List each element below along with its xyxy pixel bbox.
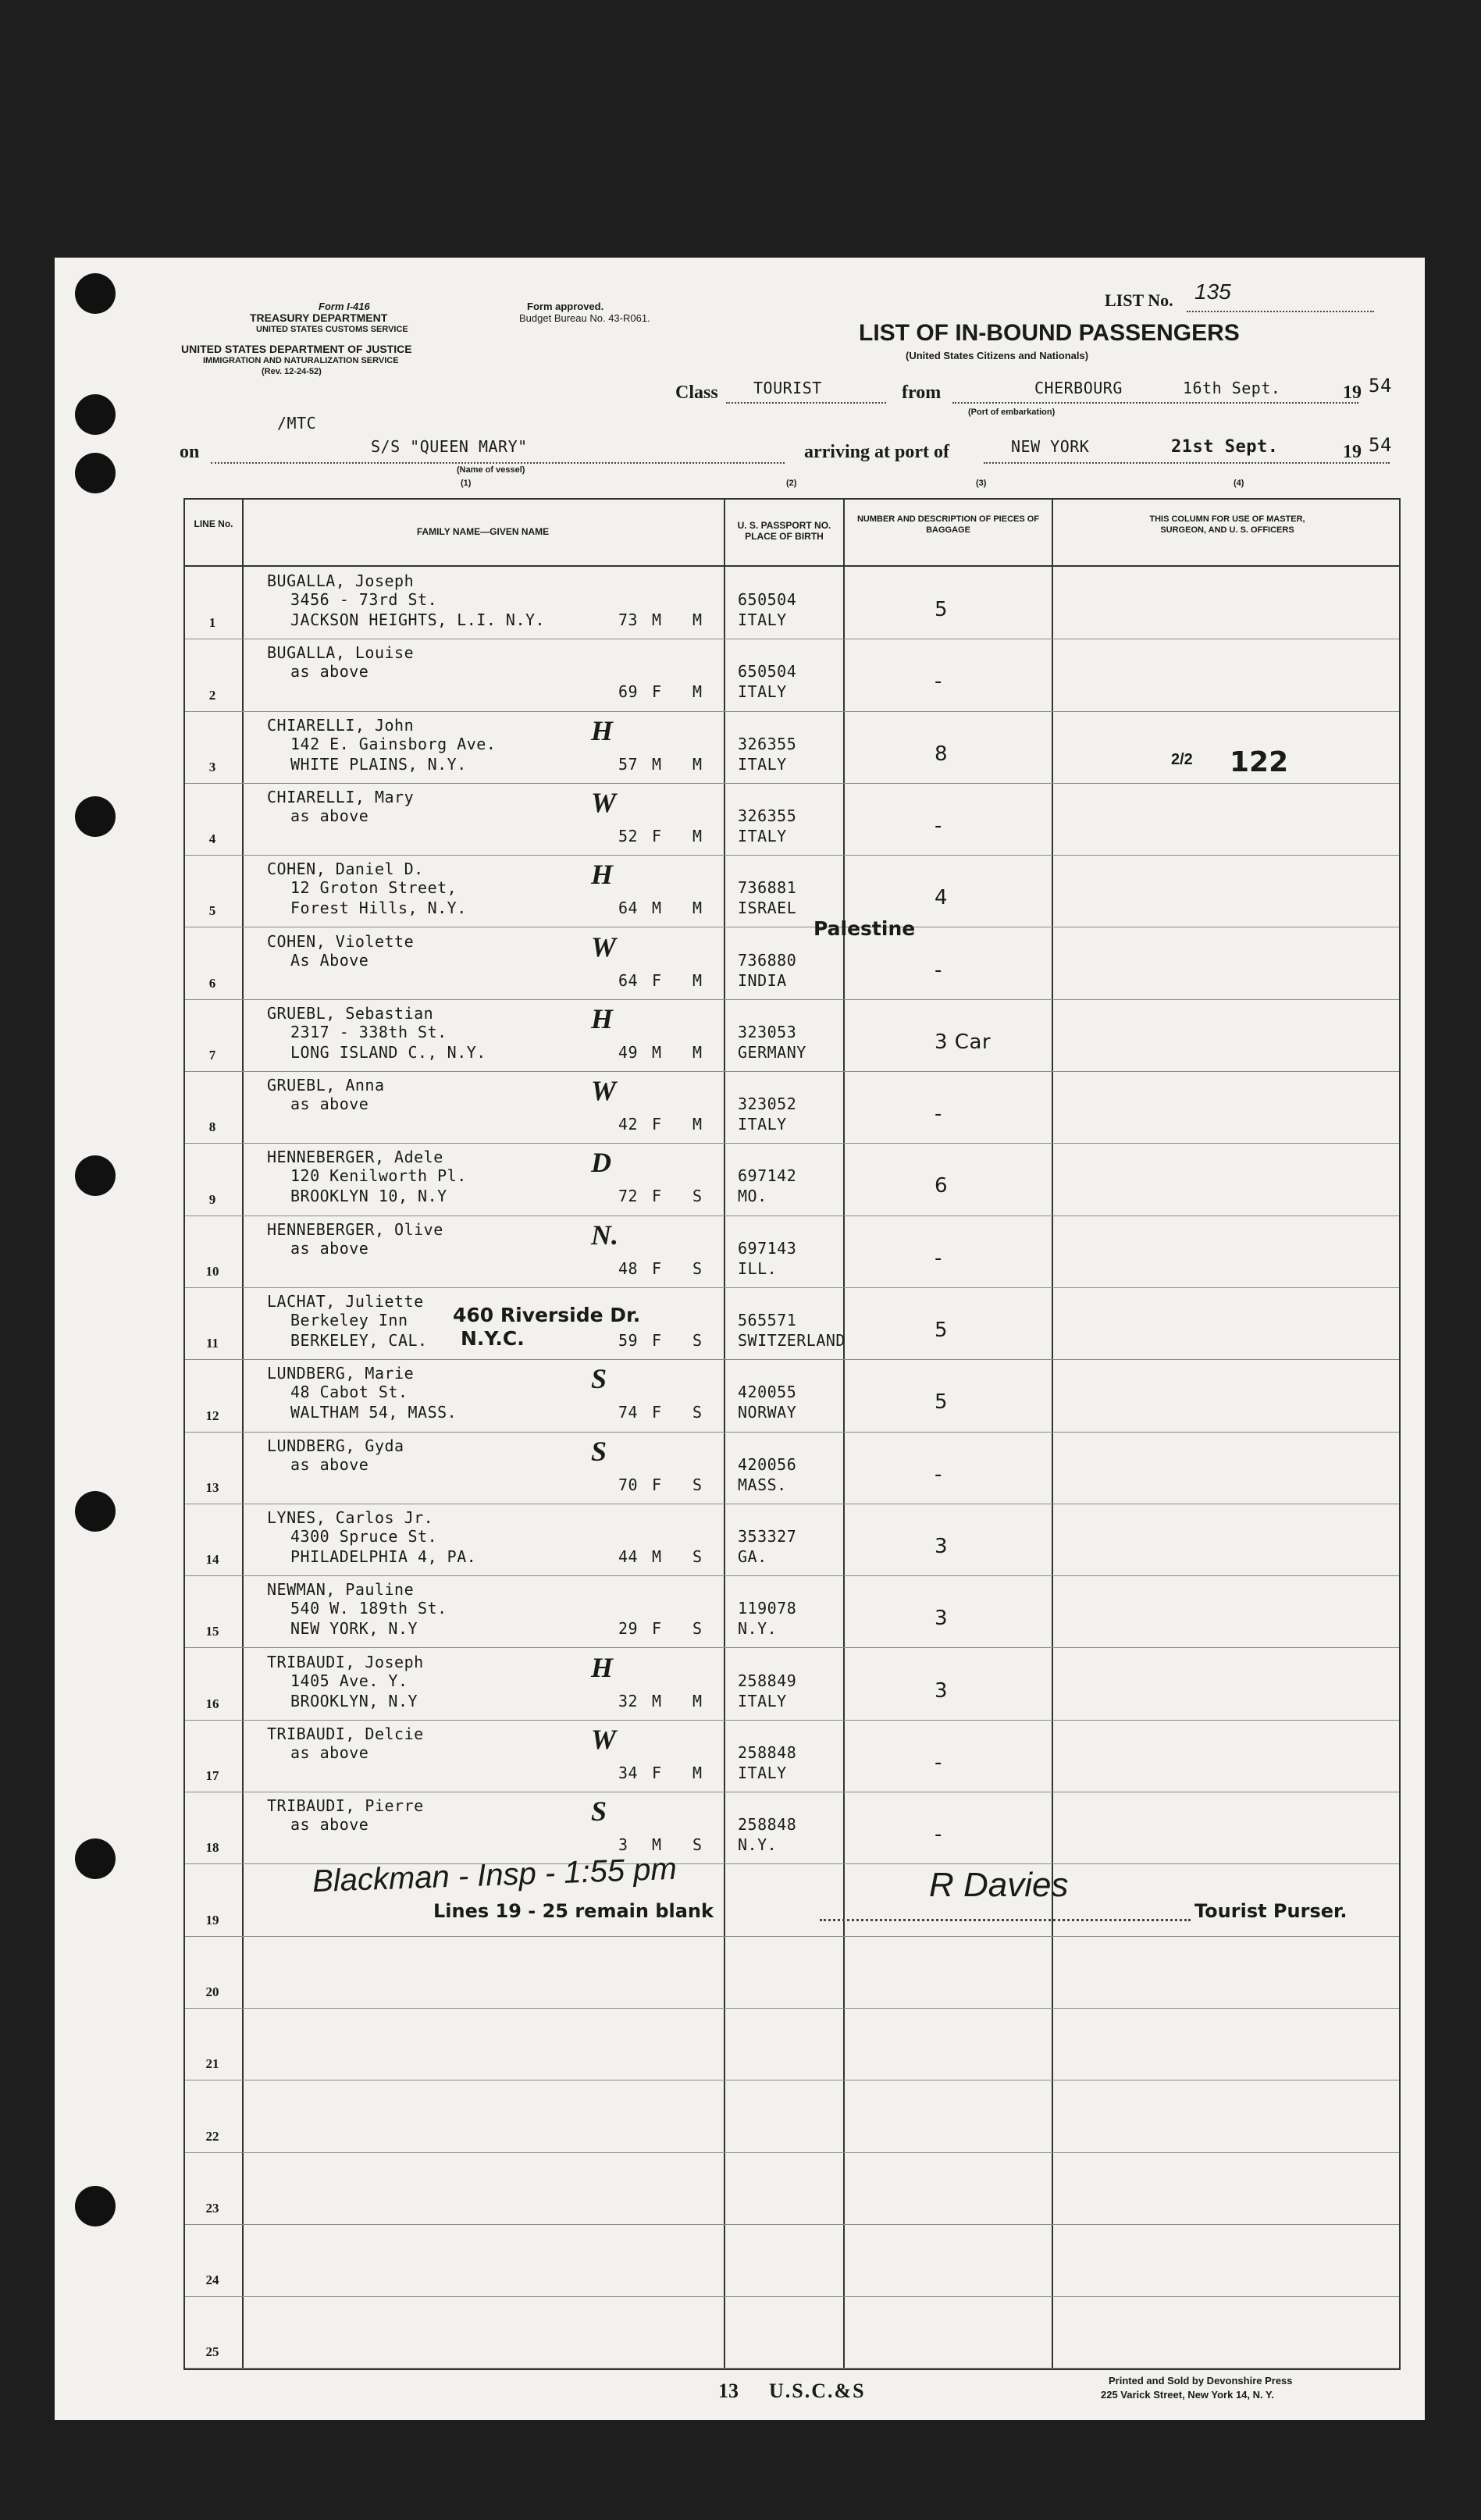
checker-mark: H [591,1002,614,1034]
passenger-address-1: as above [290,1454,369,1474]
baggage-count: 3 [935,1534,949,1558]
vessel-name: S/S "QUEEN MARY" [371,437,528,456]
passenger-marital: S [692,1619,703,1639]
list-no-value: 135 [1194,279,1231,304]
riverside-note: 460 Riverside Dr. [453,1304,641,1326]
passenger-name: LUNDBERG, Marie [267,1364,415,1383]
passenger-table [183,498,1401,2370]
passenger-sex: F [652,1331,662,1350]
col-header-name: FAMILY NAME—GIVEN NAME [416,526,550,537]
table-row [185,2224,1399,2297]
place-of-birth: GERMANY [738,1042,806,1062]
passenger-address-2: WHITE PLAINS, N.Y. [290,754,467,774]
vessel-caption: (Name of vessel) [457,465,525,475]
line-number: 24 [205,2273,219,2288]
place-of-birth: MASS. [738,1475,787,1494]
passenger-marital: M [692,970,703,990]
arrival-year-prefix: 19 [1343,442,1362,462]
line-number: 17 [205,1768,219,1784]
passport-number: 420056 [738,1454,797,1474]
line-number: 20 [205,1984,219,1999]
officer-code: 122 [1230,746,1289,778]
passenger-age: 57 [618,754,639,774]
checker-mark: W [591,1075,617,1107]
line-number: 15 [205,1624,219,1639]
baggage-count: 4 [935,886,949,910]
arrival-port: NEW YORK [1011,437,1090,456]
passenger-address-1: 3456 - 73rd St. [290,590,438,609]
form-revision: (Rev. 12-24-52) [262,367,322,376]
punch-hole [75,1491,116,1532]
col-num-3: (3) [976,479,987,488]
checker-mark: W [591,1723,617,1755]
baggage-count: - [935,1102,942,1127]
col-header-officers: THIS COLUMN FOR USE OF MASTER, SURGEON, AND U. S. OFFICERS [1149,514,1305,535]
passenger-address-2: BROOKLYN 10, N.Y [290,1187,447,1206]
table-row [185,1287,1399,1360]
passenger-marital: M [692,610,703,629]
baggage-count: - [935,1462,942,1486]
passenger-age: 42 [618,1115,639,1134]
punch-hole [75,796,116,837]
from-port: CHERBOURG [1034,379,1123,397]
passenger-name: COHEN, Violette [267,931,415,951]
ins-service: IMMIGRATION AND NATURALIZATION SERVICE [203,356,399,365]
checker-mark: W [591,786,617,818]
passport-number: 326355 [738,806,797,825]
table-row [185,1792,1399,1864]
passenger-name: BUGALLA, Joseph [267,571,415,590]
arrival-year: 54 [1369,434,1392,456]
passenger-name: GRUEBL, Anna [267,1076,385,1095]
baggage-count: - [935,670,942,694]
passenger-name: HENNEBERGER, Adele [267,1148,443,1167]
arriving-label: arriving at port of [804,442,949,462]
passenger-address-2: WALTHAM 54, MASS. [290,1403,457,1422]
passenger-sex: F [652,1258,662,1278]
checker-mark: H [591,1651,614,1683]
on-label: on [180,442,200,462]
passenger-name: GRUEBL, Sebastian [267,1003,434,1023]
place-of-birth: ISRAEL [738,899,797,918]
col-num-1: (1) [461,479,472,488]
gpo-mark: U.S.C.&S [769,2379,866,2402]
passport-number: 119078 [738,1599,797,1618]
passenger-sex: M [652,1042,662,1062]
form-title: LIST OF IN-BOUND PASSENGERS [859,320,1240,346]
passenger-address-1: 12 Groton Street, [290,878,457,898]
line-number: 11 [205,1336,219,1351]
passenger-address-2: PHILADELPHIA 4, PA. [290,1547,477,1566]
passenger-age: 52 [618,826,639,845]
place-of-birth: GA. [738,1547,767,1566]
justice-dept: UNITED STATES DEPARTMENT OF JUSTICE [181,343,412,355]
purser-signature: R Davies [929,1866,1069,1904]
place-of-birth: ITALY [738,1115,787,1134]
table-row [185,1720,1399,1792]
arrival-date: 21st Sept. [1171,437,1279,457]
line-number: 16 [205,1696,219,1711]
passport-number: 697143 [738,1238,797,1258]
port-embark-caption: (Port of embarkation) [968,408,1056,417]
page-number: 13 [718,2379,739,2402]
line-number: 1 [208,615,216,631]
table-row [185,855,1399,927]
passenger-address-1: as above [290,1094,369,1114]
baggage-count: - [935,1750,942,1774]
class-value: TOURIST [753,379,822,397]
place-of-birth: ITALY [738,610,787,629]
passenger-name: NEWMAN, Pauline [267,1580,415,1600]
punch-hole [75,273,116,314]
passenger-marital: S [692,1258,703,1278]
passenger-address-1: as above [290,1815,369,1835]
passenger-name: TRIBAUDI, Delcie [267,1724,424,1743]
passenger-address-1: as above [290,662,369,682]
line-number: 21 [205,2056,219,2072]
passenger-name: CHIARELLI, Mary [267,787,415,806]
table-row [185,639,1399,711]
passenger-sex: F [652,1115,662,1134]
col-header-line: LINE No. [194,518,233,529]
list-no-label: LIST No. [1105,290,1173,310]
passport-number: 736881 [738,878,797,898]
passenger-name: HENNEBERGER, Olive [267,1219,443,1239]
passenger-name: LACHAT, Juliette [267,1292,424,1311]
passenger-name: COHEN, Daniel D. [267,860,424,879]
passenger-address-1: 142 E. Gainsborg Ave. [290,734,497,753]
passenger-age: 64 [618,970,639,990]
place-of-birth: INDIA [738,970,787,990]
baggage-count: 6 [935,1174,949,1198]
baggage-count: 3 [935,1678,949,1703]
printer-line-2: 225 Varick Street, New York 14, N. Y. [1101,2389,1274,2401]
passenger-name: TRIBAUDI, Pierre [267,1796,424,1816]
line-number: 5 [208,903,216,919]
baggage-count: 5 [935,1390,949,1415]
table-row [185,567,1399,639]
baggage-count: - [935,813,942,838]
line-number: 10 [205,1263,219,1279]
line-number: 2 [208,687,216,703]
passenger-marital: M [692,1691,703,1710]
passenger-age: 73 [618,610,639,629]
checker-mark: S [591,1435,607,1467]
passenger-name: TRIBAUDI, Joseph [267,1652,424,1671]
checker-mark: S [591,1796,607,1828]
passenger-age: 72 [618,1187,639,1206]
line-number: 25 [205,2344,219,2360]
passenger-address-1: as above [290,806,369,825]
line-number: 18 [205,1840,219,1856]
treasury-dept: TREASURY DEPARTMENT [250,311,388,324]
passenger-marital: S [692,1403,703,1422]
checker-mark: N. [591,1219,618,1251]
passport-number: 420055 [738,1383,797,1402]
baggage-count: - [935,958,942,982]
table-row [185,1432,1399,1504]
place-of-birth: MO. [738,1187,767,1206]
checker-mark: W [591,931,617,963]
passenger-address-1: 2317 - 338th St. [290,1022,447,1041]
line-number: 22 [205,2128,219,2144]
from-label: from [902,383,942,403]
line-number: 14 [205,1552,219,1568]
passport-number: 650504 [738,662,797,682]
line-number: 13 [205,1479,219,1495]
year-prefix: 19 [1343,383,1362,403]
baggage-count: - [935,1246,942,1270]
place-of-birth: ITALY [738,754,787,774]
passenger-sex: M [652,1547,662,1566]
passenger-sex: F [652,970,662,990]
passenger-age: 70 [618,1475,639,1494]
passenger-address-1: 540 W. 189th St. [290,1599,447,1618]
table-row [185,1936,1399,2009]
passport-number: 258848 [738,1742,797,1762]
col-num-4: (4) [1234,479,1244,488]
form-number: Form I-416 [319,301,370,312]
checker-mark: H [591,714,614,746]
budget-bureau: Budget Bureau No. 43-R061. [519,312,650,324]
passenger-address-1: 48 Cabot St. [290,1383,408,1402]
baggage-count: 5 [935,598,949,621]
passenger-age: 48 [618,1258,639,1278]
passenger-name: LYNES, Carlos Jr. [267,1507,434,1527]
passenger-sex: F [652,1187,662,1206]
place-of-birth: ITALY [738,826,787,845]
passenger-marital: S [692,1331,703,1350]
passenger-address-1: 1405 Ave. Y. [290,1671,408,1690]
place-of-birth: ITALY [738,682,787,702]
passenger-sex: M [652,610,662,629]
class-label: Class [675,383,718,403]
passenger-address-2: LONG ISLAND C., N.Y. [290,1042,486,1062]
passenger-marital: M [692,899,703,918]
line-number: 19 [205,1912,219,1927]
punch-hole [75,1838,116,1879]
form-subtitle: (United States Citizens and Nationals) [906,350,1089,361]
passenger-address-2: NEW YORK, N.Y [290,1619,418,1639]
punch-hole [75,453,116,493]
passenger-age: 44 [618,1547,639,1566]
passenger-age: 74 [618,1403,639,1422]
passenger-age: 32 [618,1691,639,1710]
passenger-address-1: 4300 Spruce St. [290,1526,438,1546]
passenger-marital: M [692,682,703,702]
passenger-address-2: Forest Hills, N.Y. [290,899,467,918]
passenger-marital: M [692,1042,703,1062]
table-row [185,1648,1399,1721]
passenger-sex: F [652,1475,662,1494]
list-no-line [1187,311,1374,312]
passenger-sex: M [652,899,662,918]
inspector-signature: Blackman - Insp - 1:55 pm [312,1851,678,1899]
passport-number: 258849 [738,1671,797,1690]
punch-hole [75,2186,116,2226]
table-row [185,2296,1399,2369]
passenger-age: 59 [618,1331,639,1350]
passport-number: 326355 [738,734,797,753]
passenger-address-2: JACKSON HEIGHTS, L.I. N.Y. [290,610,546,629]
passenger-marital: S [692,1187,703,1206]
manifest-page [55,258,1425,2420]
place-of-birth: ITALY [738,1763,787,1782]
baggage-count: - [935,1823,942,1847]
table-row [185,2080,1399,2152]
baggage-count: 8 [935,742,949,766]
passenger-address-1: as above [290,1742,369,1762]
table-row [185,1071,1399,1144]
line-number: 9 [208,1191,216,1207]
baggage-count: 3 Car [935,1030,991,1054]
table-row [185,1216,1399,1288]
passenger-marital: M [692,1763,703,1782]
customs-service: UNITED STATES CUSTOMS SERVICE [256,325,408,334]
line-number: 23 [205,2200,219,2216]
purser-label: Tourist Purser. [1194,1900,1347,1922]
table-row [185,1504,1399,1576]
passenger-sex: F [652,1619,662,1639]
passenger-address-1: As Above [290,950,369,970]
palestine-note: Palestine [813,917,916,940]
passenger-address-2: BROOKLYN, N.Y [290,1691,418,1710]
punch-hole [75,1155,116,1196]
line-number: 12 [205,1408,219,1423]
officer-fraction: 2/2 [1171,751,1193,768]
table-row [185,1359,1399,1432]
form-approved: Form approved. [527,301,604,312]
table-row [185,927,1399,1000]
table-row [185,2152,1399,2225]
table-row [185,2008,1399,2080]
passenger-age: 64 [618,899,639,918]
passenger-sex: F [652,1403,662,1422]
baggage-count: 5 [935,1319,949,1342]
passenger-age: 29 [618,1619,639,1639]
passenger-sex: F [652,1763,662,1782]
line-number: 8 [208,1119,216,1135]
passenger-marital: M [692,826,703,845]
passenger-sex: M [652,1835,662,1855]
printer-line-1: Printed and Sold by Devonshire Press [1109,2375,1293,2387]
passport-number: 736880 [738,950,797,970]
passenger-age: 34 [618,1763,639,1782]
passport-number: 323053 [738,1022,797,1041]
passenger-marital: M [692,1115,703,1134]
col-header-baggage: NUMBER AND DESCRIPTION OF PIECES OF BAGGAGE [856,514,1040,535]
line-number: 7 [208,1048,216,1063]
passport-number: 323052 [738,1094,797,1114]
passport-number: 258848 [738,1815,797,1835]
clerk-initials: /MTC [277,414,317,432]
passenger-address-1: Berkeley Inn [290,1311,408,1329]
passenger-age: 69 [618,682,639,702]
table-row [185,1143,1399,1216]
passenger-sex: F [652,682,662,702]
passenger-marital: S [692,1547,703,1566]
checker-mark: D [591,1147,611,1179]
passenger-address-1: 120 Kenilworth Pl. [290,1166,467,1186]
depart-year: 54 [1369,375,1392,397]
nyc-note: N.Y.C. [461,1327,525,1350]
passenger-sex: F [652,826,662,845]
table-row [185,999,1399,1072]
place-of-birth: NORWAY [738,1403,797,1422]
place-of-birth: N.Y. [738,1835,778,1855]
place-of-birth: N.Y. [738,1619,778,1639]
line-number: 4 [208,831,216,847]
passenger-address-2: BERKELEY, CAL. [290,1331,428,1350]
line-number: 6 [208,975,216,991]
passenger-marital: S [692,1835,703,1855]
col-header-passport: U. S. PASSPORT NO. PLACE OF BIRTH [737,520,831,542]
passenger-name: CHIARELLI, John [267,715,415,735]
checker-mark: H [591,859,614,891]
table-row [185,783,1399,856]
passenger-age: 49 [618,1042,639,1062]
place-of-birth: ILL. [738,1258,778,1278]
passenger-marital: M [692,754,703,774]
table-row [185,711,1399,784]
passenger-address-1: as above [290,1238,369,1258]
passenger-sex: M [652,1691,662,1710]
passenger-sex: M [652,754,662,774]
blank-lines-note: Lines 19 - 25 remain blank [433,1900,714,1922]
baggage-count: 3 [935,1607,949,1631]
place-of-birth: ITALY [738,1691,787,1710]
table-row [185,1575,1399,1648]
punch-hole [75,394,116,435]
passport-number: 697142 [738,1166,797,1186]
place-of-birth: SWITZERLAND [738,1331,846,1350]
checker-mark: S [591,1363,607,1395]
passenger-name: BUGALLA, Louise [267,643,415,663]
passport-number: 565571 [738,1311,797,1329]
passenger-age: 3 [618,1835,628,1855]
passenger-name: LUNDBERG, Gyda [267,1436,404,1455]
passport-number: 650504 [738,590,797,609]
passenger-marital: S [692,1475,703,1494]
line-number: 3 [208,759,216,774]
depart-date: 16th Sept. [1183,379,1281,397]
col-num-2: (2) [786,479,797,488]
passport-number: 353327 [738,1526,797,1546]
